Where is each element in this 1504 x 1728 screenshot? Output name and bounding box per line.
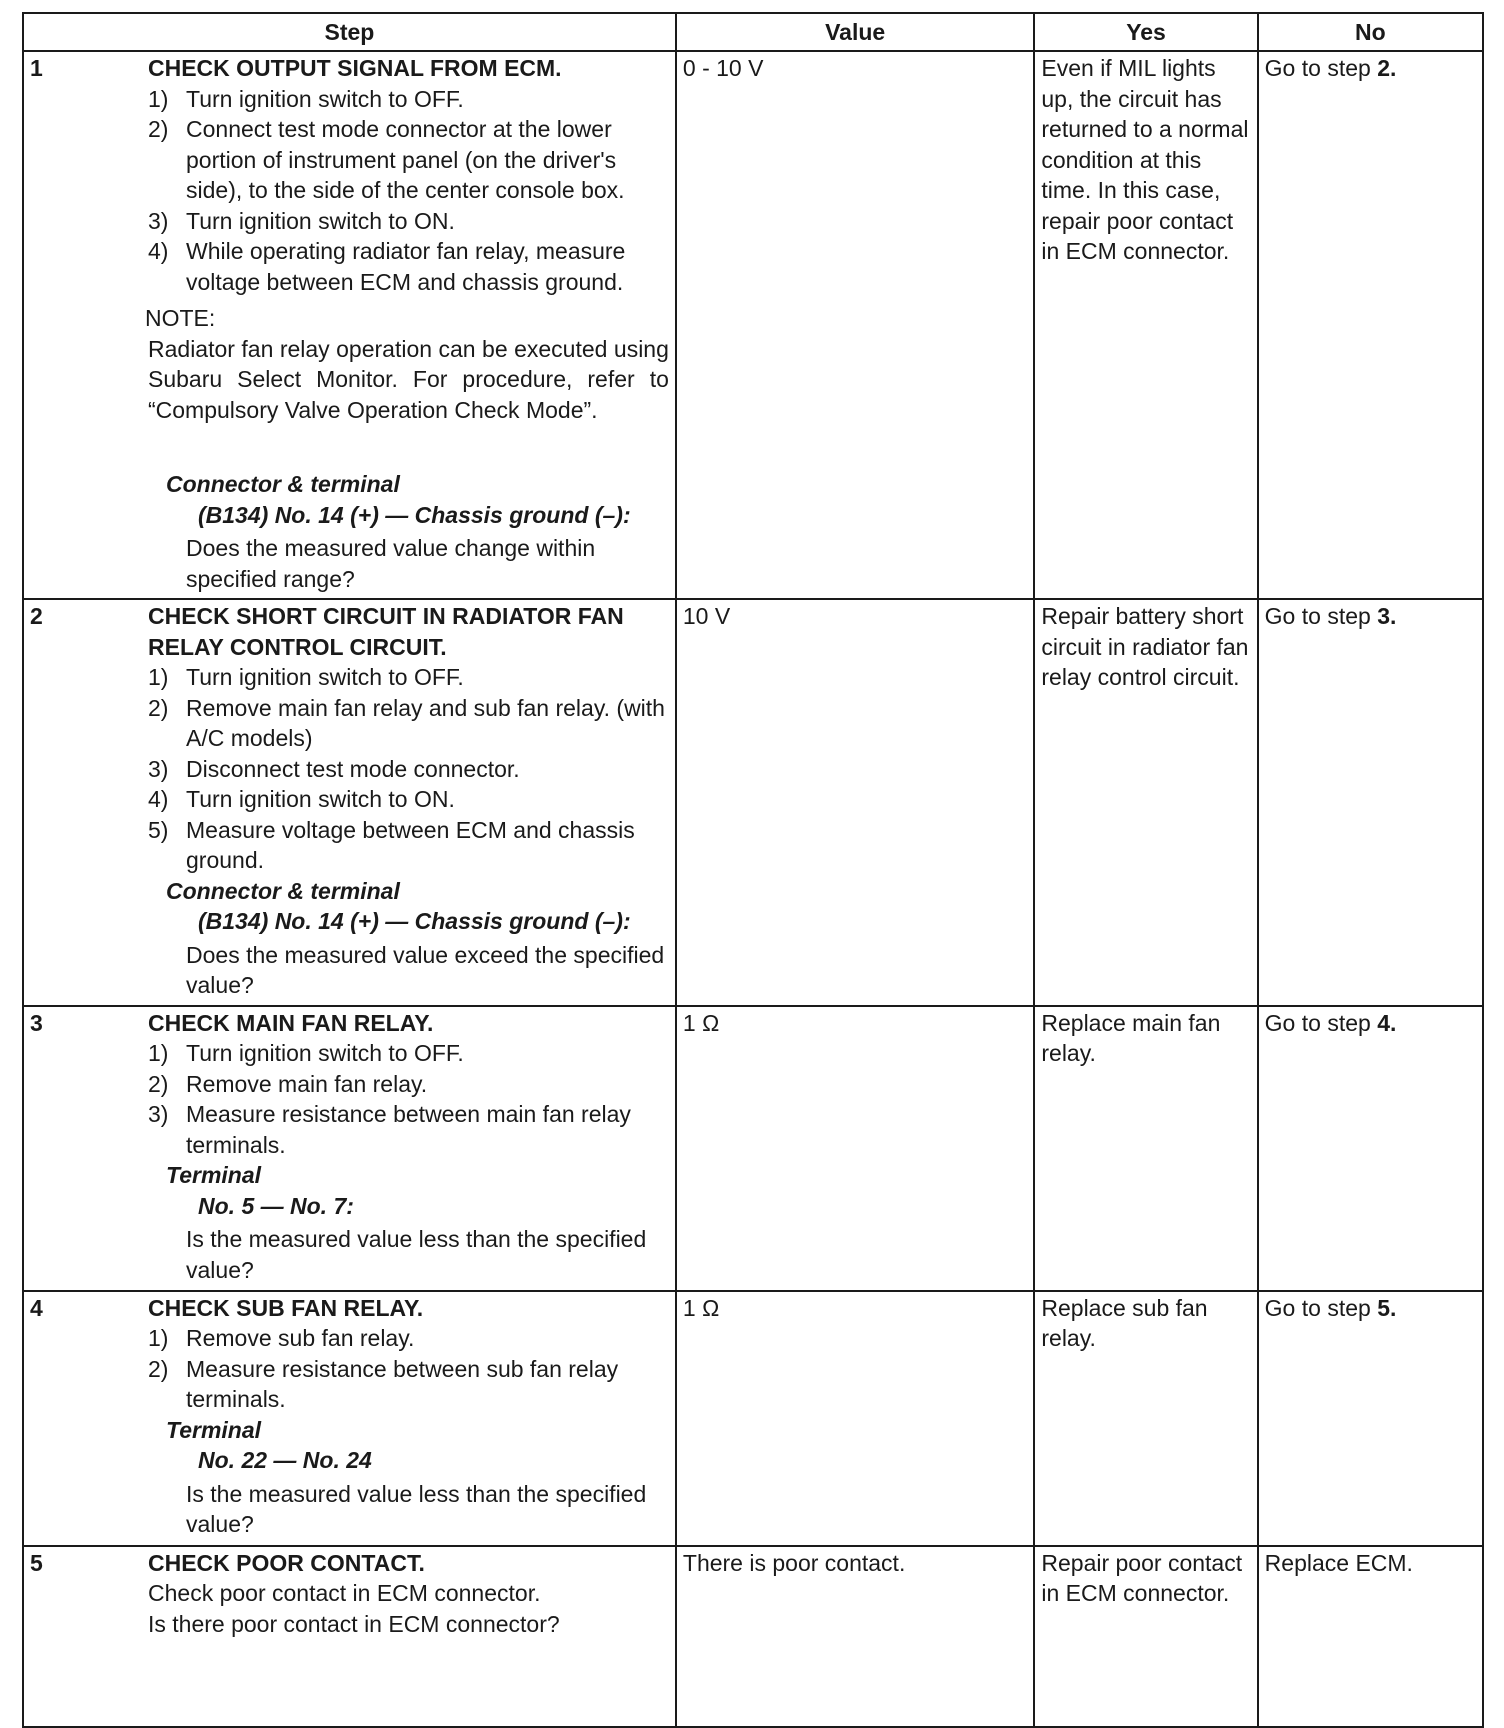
list-item: 2) Connect test mode connector at the lower portion of instrument panel (on the driver's side), to the side of the center console box. (148, 116, 625, 203)
step-title: CHECK MAIN FAN RELAY. (148, 1009, 434, 1036)
check-question: Is the measured value less than the specified value? (186, 1480, 647, 1537)
table-row (23, 599, 1483, 1006)
list-item: 3) Turn ignition switch to ON. (148, 207, 455, 234)
connector-spec: No. 22 — No. 24 (198, 1447, 372, 1473)
value-cell: 1 Ω (676, 1291, 1034, 1546)
step-number: 4 (30, 1294, 43, 1321)
step-cell (23, 1006, 676, 1291)
list-item: 2) Remove main fan relay. (148, 1070, 428, 1097)
note-text: Radiator fan relay operation can be executed using Subaru Select Monitor. For procedure, refer to “Compulsory Valve Operation Check Mode”. (148, 335, 669, 423)
connector-spec: (B134) No. 14 (+) — Chassis ground (–): (198, 908, 631, 934)
connector-heading: Terminal (166, 1416, 262, 1443)
procedure-text: Check poor contact in ECM connector. (148, 1580, 541, 1606)
table-row (23, 51, 1483, 599)
connector-spec: No. 5 — No. 7: (198, 1192, 354, 1219)
list-item: 1) Turn ignition switch to OFF. (148, 85, 464, 112)
header-no: No (1258, 13, 1483, 51)
list-item: 4) Turn ignition switch to ON. (148, 786, 455, 812)
connector-spec: (B134) No. 14 (+) — Chassis ground (–): (198, 501, 631, 528)
diagnostic-table (22, 12, 1484, 1728)
list-item: 3) Disconnect test mode connector. (148, 755, 520, 782)
check-question: Does the measured value exceed the specified value? (186, 941, 665, 998)
list-item: 5) Measure voltage between ECM and chassis ground. (148, 816, 635, 873)
no-cell: Go to step 2. (1258, 51, 1483, 599)
no-cell: Go to step 3. (1258, 599, 1483, 1006)
note-label: NOTE: (145, 305, 216, 331)
list-item: 1) Turn ignition switch to OFF. (148, 664, 464, 690)
step-cell (23, 599, 676, 1006)
procedure-list (148, 662, 669, 876)
value-cell: 1 Ω (676, 1006, 1034, 1291)
yes-cell: Replace sub fan relay. (1034, 1291, 1257, 1546)
list-item: 3) Measure resistance between main fan relay terminals. (148, 1101, 631, 1158)
table-header-row (23, 13, 1483, 51)
procedure-list (148, 1323, 669, 1415)
header-value: Value (676, 13, 1034, 51)
yes-cell: Even if MIL lights up, the circuit has returned to a normal condition at this time. In this case, repair poor contact in ECM connector. (1034, 51, 1257, 599)
procedure-list (148, 84, 669, 298)
step-title: CHECK OUTPUT SIGNAL FROM ECM. (148, 55, 562, 81)
list-item: 1) Remove sub fan relay. (148, 1325, 415, 1351)
step-cell (23, 1291, 676, 1546)
check-question: Does the measured value change within specified range? (186, 535, 596, 592)
header-yes: Yes (1034, 13, 1257, 51)
step-number: 3 (30, 1009, 43, 1036)
value-cell: 0 - 10 V (676, 51, 1034, 599)
step-number: 2 (30, 603, 43, 629)
step-number: 5 (30, 1549, 43, 1576)
yes-cell: Replace main fan relay. (1034, 1006, 1257, 1291)
step-title: CHECK SUB FAN RELAY. (148, 1294, 424, 1321)
step-title: CHECK SHORT CIRCUIT IN RADIATOR FAN RELAY CONTROL CIRCUIT. (148, 603, 624, 660)
table-row (23, 1006, 1483, 1291)
value-cell: 10 V (676, 599, 1034, 1006)
step-cell (23, 1546, 676, 1727)
list-item: 1) Turn ignition switch to OFF. (148, 1040, 464, 1066)
check-question: Is there poor contact in ECM connector? (148, 1610, 560, 1637)
step-title: CHECK POOR CONTACT. (148, 1549, 425, 1576)
diagnostic-procedure-sheet (22, 12, 1484, 1688)
no-cell: Go to step 5. (1258, 1291, 1483, 1546)
connector-heading: Connector & terminal (166, 471, 400, 497)
no-cell: Replace ECM. (1258, 1546, 1483, 1727)
yes-cell: Repair poor contact in ECM connector. (1034, 1546, 1257, 1727)
table-row (23, 1546, 1483, 1727)
list-item: 4) While operating radiator fan relay, measure voltage between ECM and chassis ground. (148, 238, 626, 295)
step-cell (23, 51, 676, 599)
step-number: 1 (30, 55, 43, 81)
list-item: 2) Measure resistance between sub fan relay terminals. (148, 1355, 619, 1412)
connector-heading: Connector & terminal (166, 877, 400, 904)
procedure-list (148, 1038, 669, 1160)
value-cell: There is poor contact. (676, 1546, 1034, 1727)
connector-heading: Terminal (166, 1162, 262, 1188)
table-row (23, 1291, 1483, 1546)
header-step: Step (23, 13, 676, 51)
no-cell: Go to step 4. (1258, 1006, 1483, 1291)
check-question: Is the measured value less than the specified value? (186, 1226, 647, 1283)
yes-cell: Repair battery short circuit in radiator fan relay control circuit. (1034, 599, 1257, 1006)
list-item: 2) Remove main fan relay and sub fan relay. (with A/C models) (148, 694, 665, 751)
